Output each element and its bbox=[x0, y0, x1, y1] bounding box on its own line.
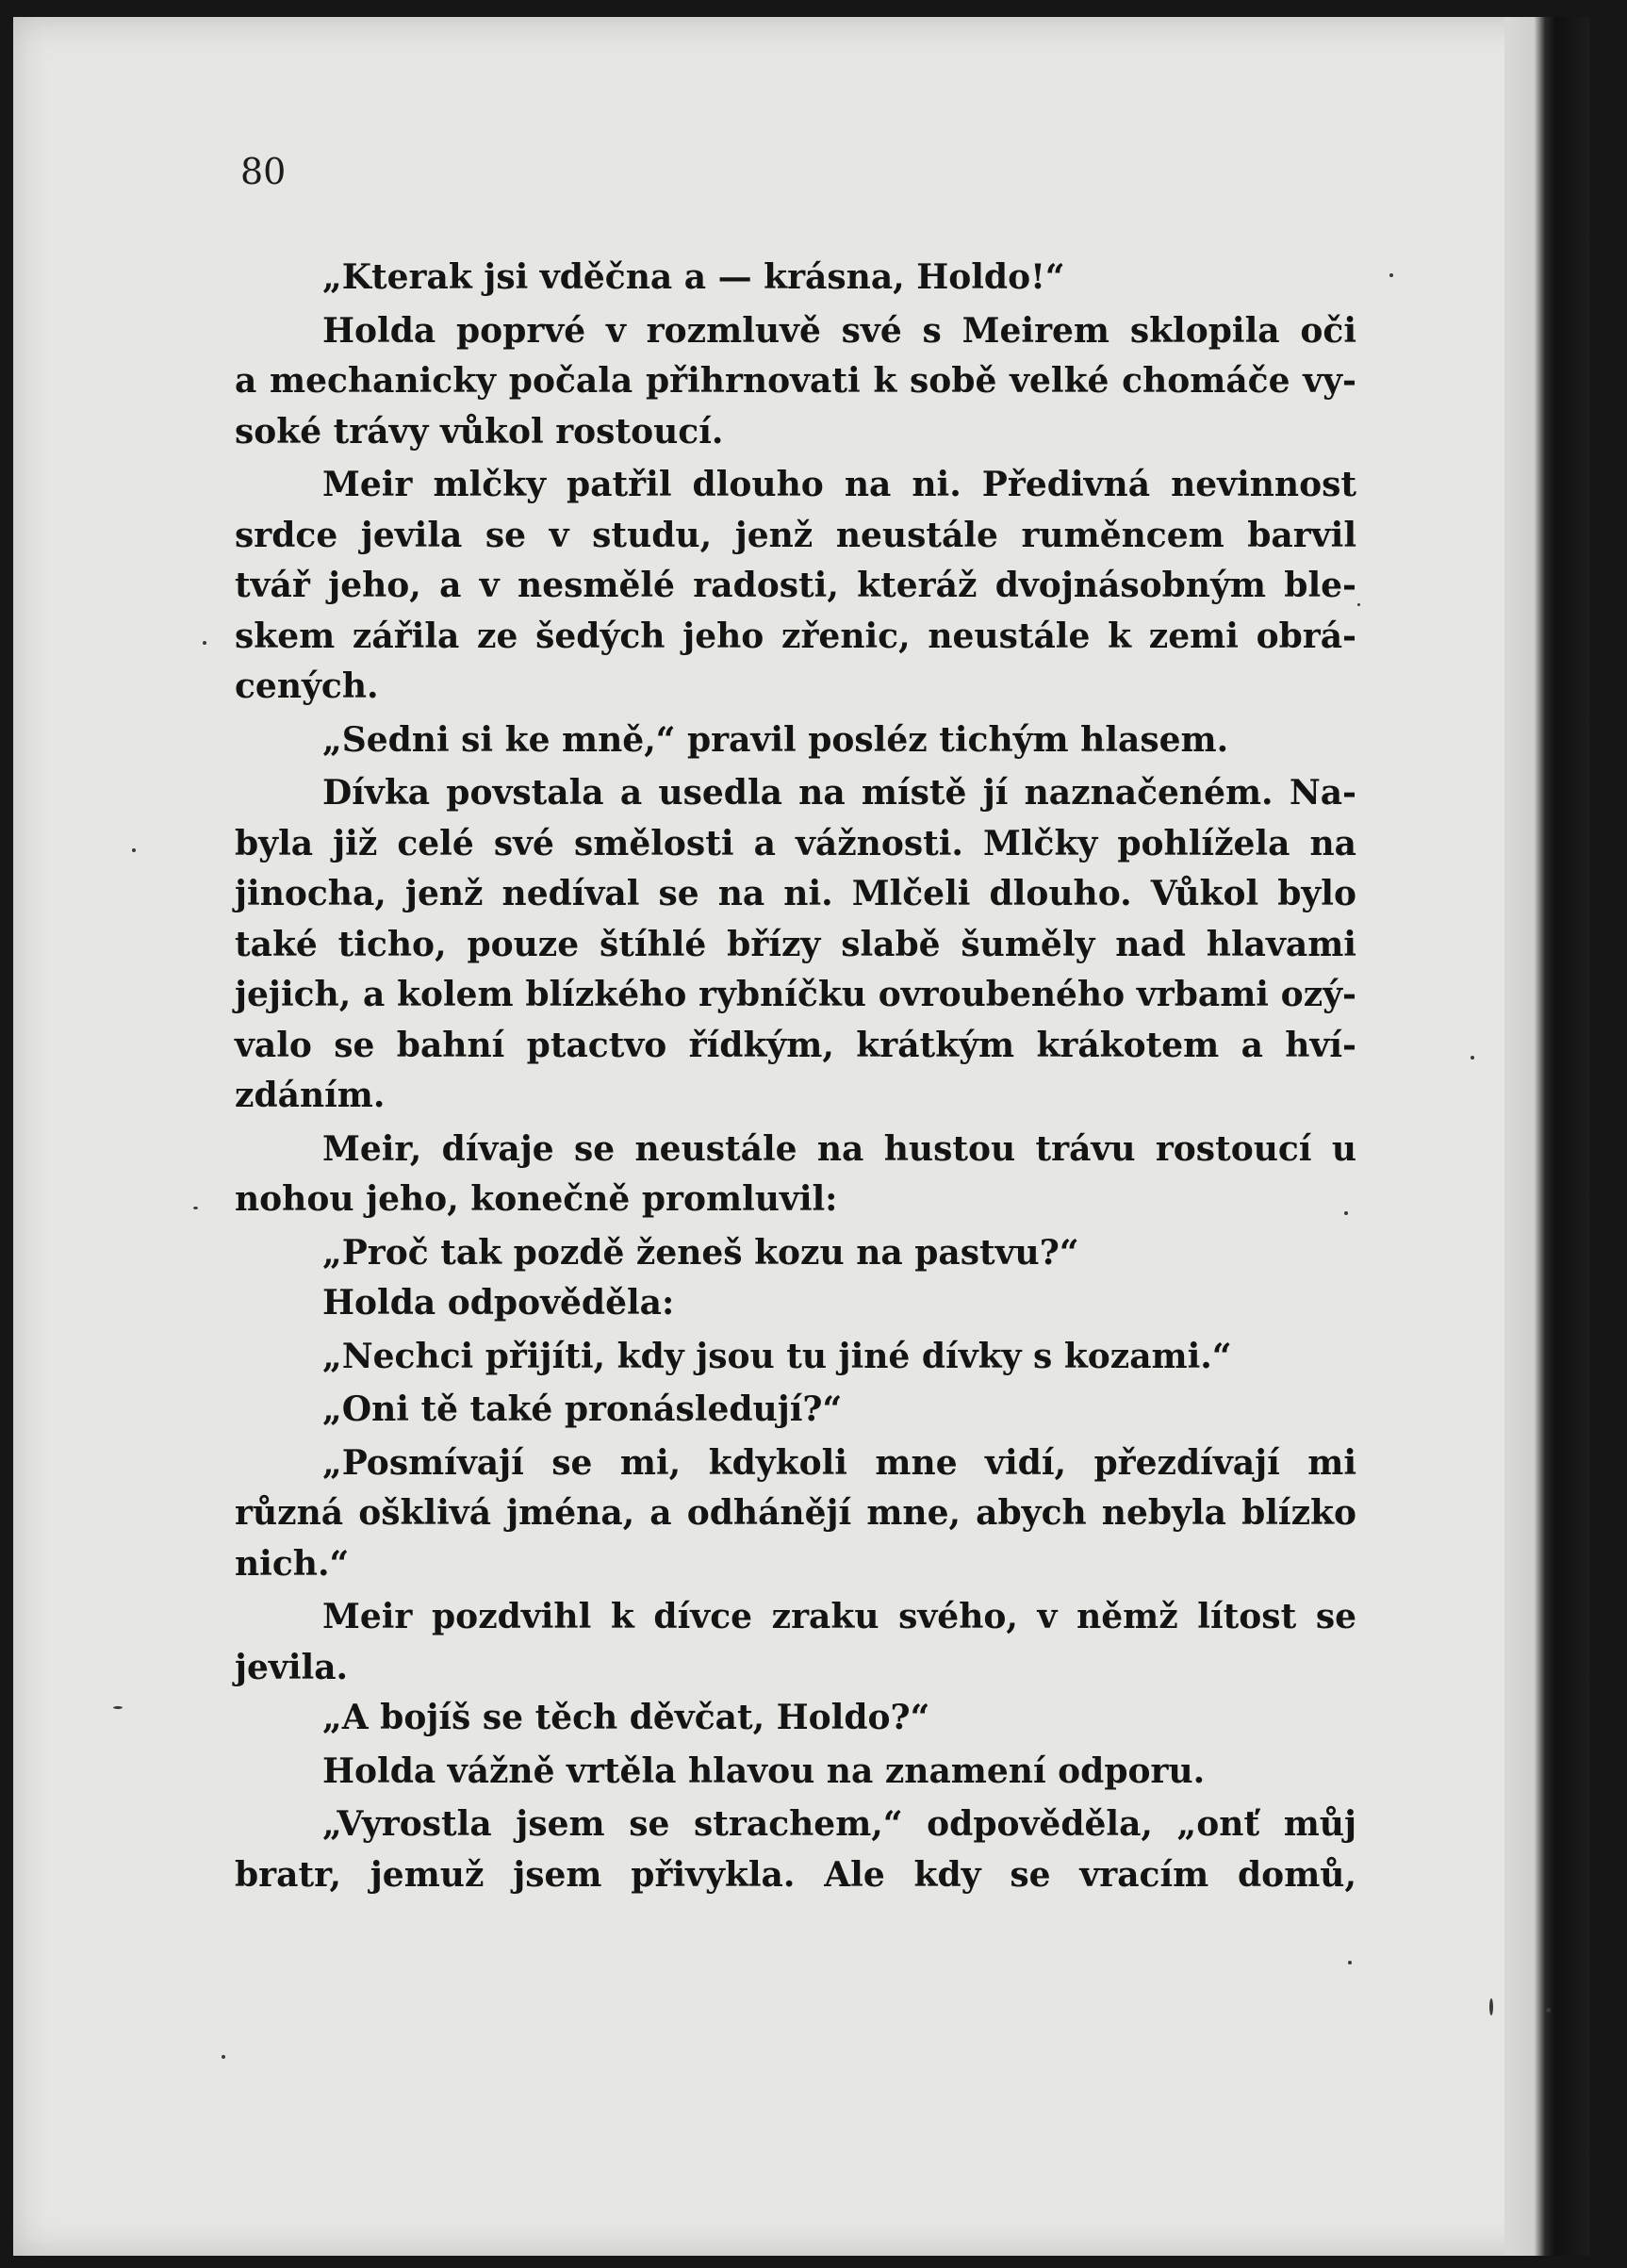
body-text bbox=[235, 253, 1356, 1900]
text-line: „Kterak jsi vděčna a — krásna, Holdo!“ bbox=[322, 257, 1065, 297]
speck bbox=[1471, 1056, 1474, 1060]
text-line: bratr, jemuž jsem přivykla. Ale kdy se vracím domů, bbox=[235, 1854, 1356, 1895]
text-line: skem zářila ze šedých jeho zřenic, neustále k zemi obrá- bbox=[235, 616, 1356, 656]
text-line: Meir, dívaje se neustále na hustou trávu rostoucí u bbox=[322, 1128, 1356, 1169]
speck bbox=[113, 1706, 123, 1709]
text-line: „A bojíš se těch děvčat, Holdo?“ bbox=[322, 1698, 930, 1737]
text-line: také ticho, pouze štíhlé břízy slabě šuměly nad hlavami bbox=[235, 924, 1356, 964]
speck bbox=[222, 2055, 225, 2059]
speck bbox=[1489, 1998, 1493, 2015]
text-line: byla již celé své smělosti a vážnosti. Mlčky pohlížela na bbox=[235, 823, 1356, 863]
text-line: srdce jevila se v studu, jenž neustále ruměncem barvil bbox=[235, 515, 1356, 555]
text-line: Holda odpověděla: bbox=[322, 1283, 675, 1323]
text-line: „Sedni si ke mně,“ pravil posléz tichým hlasem. bbox=[322, 719, 1229, 760]
speck bbox=[203, 641, 206, 645]
text-line: Holda poprvé v rozmluvě své s Meirem sklopila oči bbox=[322, 310, 1356, 351]
speck bbox=[132, 848, 136, 852]
text-line: nich.“ bbox=[235, 1543, 350, 1584]
text-line: jejich, a kolem blízkého rybníčku ovroubeného vrbami ozý- bbox=[235, 975, 1356, 1014]
text-line: nohou jeho, konečně promluvil: bbox=[235, 1179, 838, 1219]
page-number: 80 bbox=[240, 151, 287, 192]
text-line: „Nechci přijíti, kdy jsou tu jiné dívky s kozami.“ bbox=[322, 1336, 1232, 1376]
text-line: Meir mlčky patřil dlouho na ni. Předivná nevinnost bbox=[322, 465, 1356, 504]
text-line: Holda vážně vrtěla hlavou na znamení odporu. bbox=[322, 1750, 1206, 1791]
text-line: „Vyrostla jsem se strachem,“ odpověděla, „onť můj bbox=[322, 1804, 1356, 1844]
text-line: různá ošklivá jména, a odhánějí mne, abych nebyla blízko bbox=[235, 1493, 1356, 1533]
text-line: cených. bbox=[235, 666, 379, 706]
text-line: zdáním. bbox=[235, 1076, 386, 1115]
text-line: valo se bahní ptactvo řídkým, krátkým krákotem a hví- bbox=[235, 1025, 1356, 1065]
text-line: Meir pozdvihl k dívce zraku svého, v němž lítost se bbox=[322, 1597, 1356, 1636]
text-line: jinocha, jenž nedíval se na ni. Mlčeli dlouho. Vůkol bylo bbox=[235, 874, 1356, 913]
text-line: „Oni tě také pronásledují?“ bbox=[322, 1389, 843, 1429]
text-line: „Proč tak pozdě ženeš kozu na pastvu?“ bbox=[322, 1232, 1079, 1273]
speck bbox=[1348, 1961, 1352, 1964]
speck bbox=[1546, 2008, 1551, 2013]
text-line: soké trávy vůkol rostoucí. bbox=[235, 411, 724, 452]
speck bbox=[1357, 603, 1360, 606]
speck bbox=[1344, 1211, 1348, 1215]
text-line: jevila. bbox=[235, 1647, 349, 1687]
text-line: tvář jeho, a v nesmělé radosti, kteráž dvojnásobným ble- bbox=[235, 566, 1356, 605]
text-line: a mechanicky počala přihrnovati k sobě velké chomáče vy- bbox=[235, 361, 1356, 401]
speck bbox=[1389, 273, 1393, 277]
text-line: „Posmívají se mi, kdykoli mne vidí, přezdívají mi bbox=[322, 1442, 1356, 1483]
speck bbox=[193, 1207, 198, 1209]
book-gutter bbox=[1504, 17, 1589, 2256]
text-line: Dívka povstala a usedla na místě jí naznačeném. Na- bbox=[322, 773, 1356, 813]
